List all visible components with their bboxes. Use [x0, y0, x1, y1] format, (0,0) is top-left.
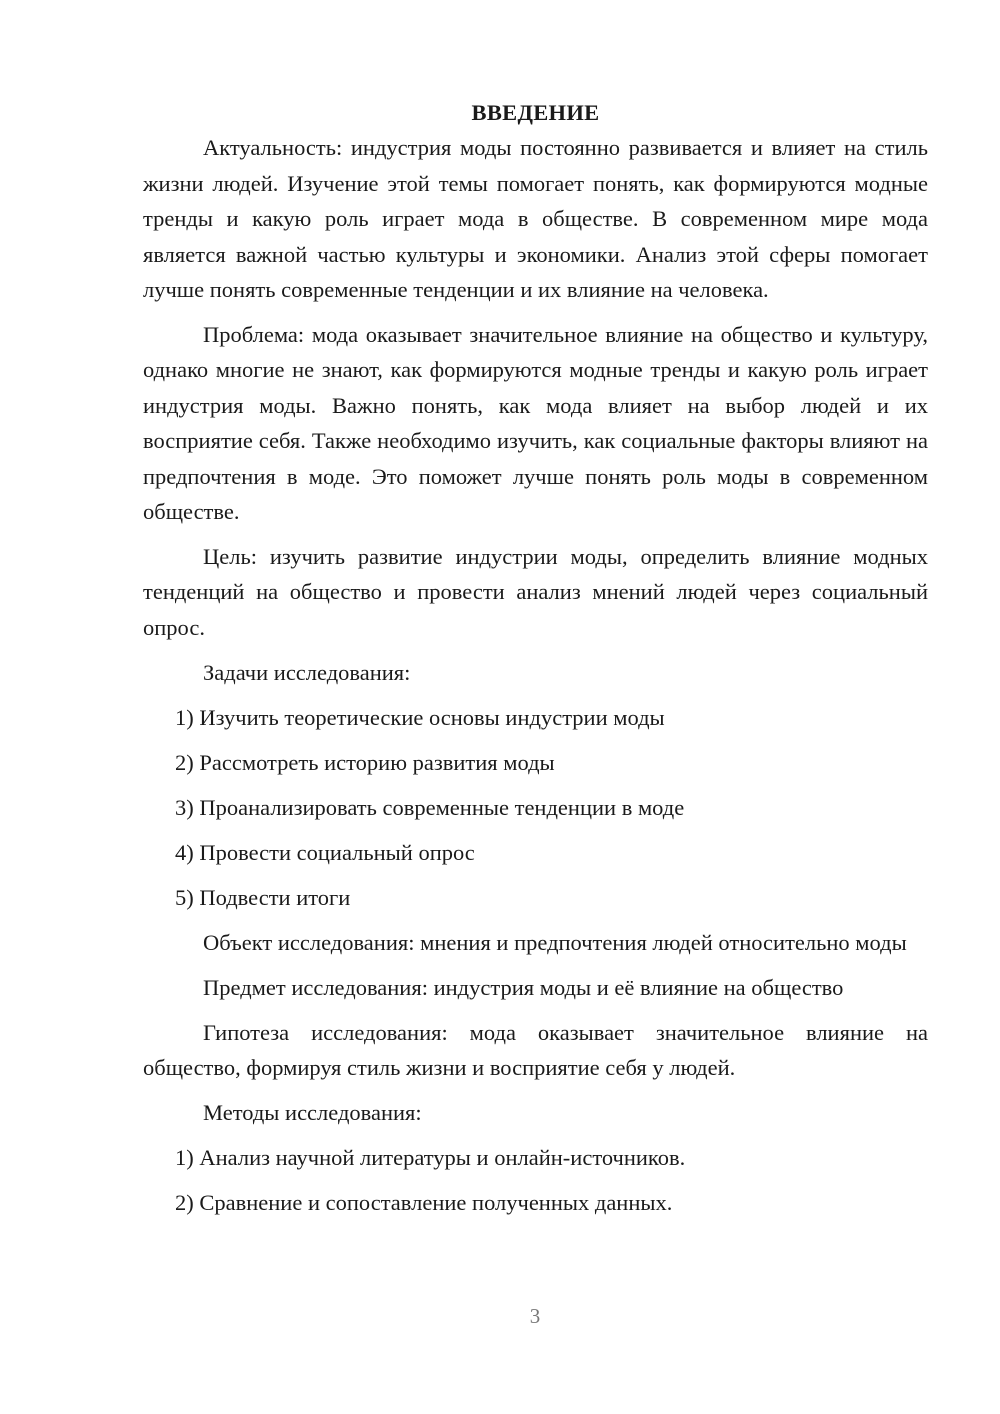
task-item: 4) Провести социальный опрос — [175, 839, 475, 865]
task-item: 3) Проанализировать современные тенденции в моде — [175, 794, 685, 820]
document-page — [143, 95, 928, 1230]
object-paragraph: Объект исследования: мнения и предпочтения людей относительно моды — [203, 929, 907, 955]
method-item: 1) Анализ научной литературы и онлайн-источников. — [175, 1145, 686, 1171]
method-item: 2) Сравнение и сопоставление полученных данных. — [175, 1190, 673, 1216]
methods-heading: Методы исследования: — [203, 1100, 422, 1126]
goal-paragraph: Цель: изучить развитие индустрии моды, определить влияние модных тенденций на общество и провести анализ мнений людей через социальный опрос. — [143, 544, 928, 640]
page-number: 3 — [529, 1304, 541, 1328]
task-item: 5) Подвести итоги — [175, 884, 351, 910]
tasks-heading: Задачи исследования: — [203, 659, 411, 685]
section-title: ВВЕДЕНИЕ — [471, 100, 600, 125]
problem-paragraph: Проблема: мода оказывает значительное влияние на общество и культуру, однако многие не знают, как формируются модные тренды и какую роль играет индустрия моды. Важно понять, как мода влияет на выбор людей и их восприятие себя. Также необходимо изучить, как социальные факторы влияют на предпочтения в моде. Это поможет лучше понять роль моды в современном обществе. — [143, 322, 928, 525]
subject-paragraph: Предмет исследования: индустрия моды и её влияние на общество — [203, 974, 844, 1000]
task-item: 2) Рассмотреть историю развития моды — [175, 749, 555, 775]
relevance-paragraph: Актуальность: индустрия моды постоянно развивается и влияет на стиль жизни людей. Изучение этой темы помогает понять, как формируются модные тренды и какую роль играет мода в обществе. В современном мире мода является важной частью культуры и экономики. Анализ этой сферы помогает лучше понять современные тенденции и их влияние на человека. — [143, 135, 928, 303]
task-item: 1) Изучить теоретические основы индустрии моды — [175, 704, 665, 730]
hypothesis-paragraph: Гипотеза исследования: мода оказывает значительное влияние на общество, формируя стиль жизни и восприятие себя у людей. — [143, 1019, 928, 1081]
